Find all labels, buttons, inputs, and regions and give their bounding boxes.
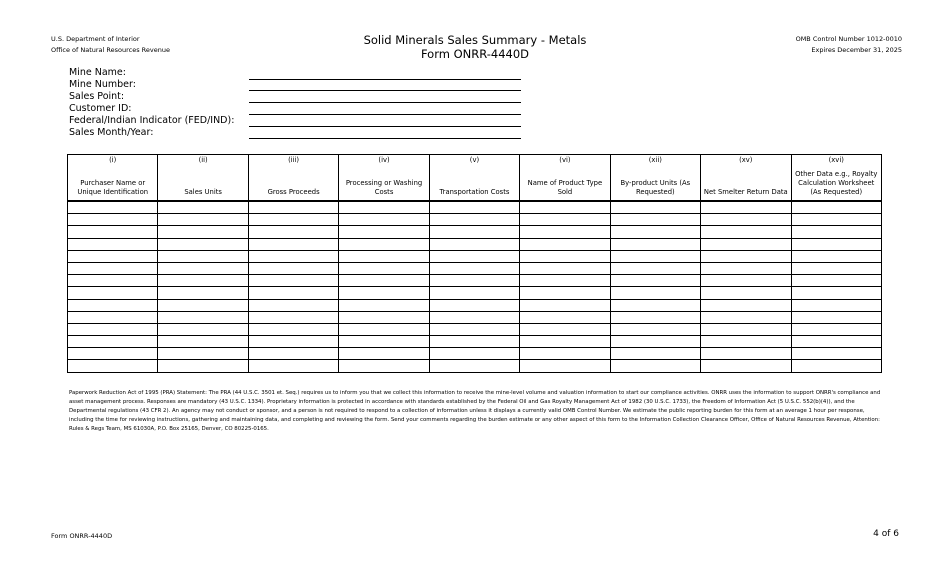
table-cell[interactable] [520, 250, 610, 262]
table-cell[interactable] [429, 287, 519, 299]
column-header [429, 155, 519, 202]
table-cell[interactable] [248, 238, 338, 250]
field-label: Sales Month/Year: [69, 127, 154, 138]
table-cell[interactable] [429, 311, 519, 323]
field-sales-point [69, 91, 521, 103]
table-cell[interactable] [429, 238, 519, 250]
table-cell[interactable] [520, 336, 610, 348]
table-cell[interactable] [68, 238, 158, 250]
field-label: Federal/Indian Indicator (FED/IND): [69, 115, 235, 126]
table-cell[interactable] [248, 214, 338, 226]
table-cell[interactable] [610, 238, 700, 250]
table-cell[interactable] [429, 250, 519, 262]
table-row [68, 287, 882, 299]
identification-fields [69, 67, 521, 139]
column-number: (v) [469, 156, 480, 164]
column-header [520, 155, 610, 202]
field-fed-ind-indicator [69, 115, 521, 127]
table-cell[interactable] [68, 336, 158, 348]
table-cell[interactable] [158, 360, 248, 372]
table-row [68, 323, 882, 335]
table-cell[interactable] [158, 299, 248, 311]
table-cell[interactable] [158, 238, 248, 250]
column-header [248, 155, 338, 202]
table-cell[interactable] [158, 336, 248, 348]
table-row [68, 336, 882, 348]
column-number: (ii) [198, 156, 208, 164]
table-cell[interactable] [520, 299, 610, 311]
table-cell[interactable] [520, 226, 610, 238]
table-cell[interactable] [610, 262, 700, 274]
table-cell[interactable] [610, 360, 700, 372]
table-row [68, 262, 882, 274]
table-cell[interactable] [339, 250, 429, 262]
table-cell[interactable] [339, 226, 429, 238]
table-cell[interactable] [610, 275, 700, 287]
table-cell[interactable] [610, 323, 700, 335]
column-header [158, 155, 248, 202]
table-cell[interactable] [248, 262, 338, 274]
agency-block [51, 34, 170, 56]
table-cell[interactable] [791, 275, 882, 287]
table-row [68, 238, 882, 250]
table-cell[interactable] [429, 360, 519, 372]
table-cell[interactable] [520, 275, 610, 287]
table-row [68, 299, 882, 311]
table-cell[interactable] [158, 250, 248, 262]
table-cell[interactable] [610, 348, 700, 360]
field-label: Customer ID: [69, 103, 132, 114]
table-cell[interactable] [701, 311, 791, 323]
table-cell[interactable] [610, 226, 700, 238]
field-mine-name [69, 67, 521, 79]
column-number: (iv) [378, 156, 390, 164]
table-cell[interactable] [248, 311, 338, 323]
column-title: By-product Units (As Requested) [620, 179, 691, 196]
table-cell[interactable] [791, 214, 882, 226]
table-cell[interactable] [429, 201, 519, 214]
table-cell[interactable] [248, 201, 338, 214]
table-cell[interactable] [791, 201, 882, 214]
table-cell[interactable] [248, 275, 338, 287]
table-cell[interactable] [68, 250, 158, 262]
table-cell[interactable] [791, 360, 882, 372]
form-title-block [300, 33, 650, 61]
table-cell[interactable] [701, 323, 791, 335]
table-cell[interactable] [701, 336, 791, 348]
table-cell[interactable] [339, 323, 429, 335]
column-header [701, 155, 791, 202]
table-cell[interactable] [701, 299, 791, 311]
table-cell[interactable] [610, 287, 700, 299]
table-cell[interactable] [158, 275, 248, 287]
table-cell[interactable] [248, 226, 338, 238]
column-title: Gross Proceeds [267, 188, 320, 196]
table-cell[interactable] [68, 262, 158, 274]
table-body [68, 201, 882, 372]
table-cell[interactable] [339, 336, 429, 348]
table-cell[interactable] [339, 348, 429, 360]
table-cell[interactable] [791, 299, 882, 311]
table-cell[interactable] [429, 226, 519, 238]
table-cell[interactable] [701, 262, 791, 274]
table-cell[interactable] [339, 311, 429, 323]
omb-block [796, 34, 902, 56]
table-cell[interactable] [791, 287, 882, 299]
table-row [68, 250, 882, 262]
table-cell[interactable] [68, 299, 158, 311]
table-cell[interactable] [791, 348, 882, 360]
table-cell[interactable] [429, 275, 519, 287]
table-cell[interactable] [339, 299, 429, 311]
office-name: Office of Natural Resources Revenue [51, 46, 170, 54]
table-cell[interactable] [158, 311, 248, 323]
table-cell[interactable] [68, 311, 158, 323]
table-cell[interactable] [429, 348, 519, 360]
field-label: Sales Point: [69, 91, 125, 102]
table-cell[interactable] [158, 262, 248, 274]
column-header [791, 155, 882, 202]
table-row [68, 360, 882, 372]
omb-control-number: OMB Control Number 1012-0010 [795, 35, 902, 43]
mine-number-input[interactable] [249, 79, 521, 91]
column-title: Name of Product Type Sold [527, 179, 603, 196]
column-number: (vi) [559, 156, 571, 164]
table-cell[interactable] [158, 323, 248, 335]
table-cell[interactable] [248, 360, 338, 372]
table-cell[interactable] [68, 275, 158, 287]
table-cell[interactable] [158, 226, 248, 238]
field-customer-id [69, 103, 521, 115]
table-cell[interactable] [701, 275, 791, 287]
table-cell[interactable] [68, 287, 158, 299]
table-cell[interactable] [610, 311, 700, 323]
table-cell[interactable] [610, 250, 700, 262]
table-cell[interactable] [520, 287, 610, 299]
table-cell[interactable] [68, 348, 158, 360]
table-cell[interactable] [791, 250, 882, 262]
table-cell[interactable] [68, 214, 158, 226]
table-cell[interactable] [248, 299, 338, 311]
table-cell[interactable] [248, 348, 338, 360]
column-header [610, 155, 700, 202]
table-row [68, 348, 882, 360]
table-header-row [68, 155, 882, 202]
paperwork-reduction-statement: Paperwork Reduction Act of 1995 (PRA) Statement: The PRA (44 U.S.C. 3501 et. Seq.) requires us to inform you that we collect this information to receive the mine-level volume and valuation information to start our compliance activities. ONRR uses the information to support ONRR's compliance and asset management process. Responses are mandatory (43 U.S.C. 1334). Proprietary information is protected in accordance with standards established by the Federal Oil and Gas Royalty Management Act of 1982 (30 U.S.C. 1733), the Freedom of Information Act (5 U.S.C. 552(b)(4)), and the Departmental regulations (43 CFR 2). An agency may not conduct or sponsor, and a person is not required to respond to a collection of information unless it displays a currently valid OMB Control Number. We estimate the public reporting burden for this form at an average 1 hour per response, including the time for reviewing instructions, gathering and maintaining data, and completing and reviewing the form. Send your comments regarding the burden estimate or any other aspect of this form to the Information Collection Clearance Officer, Office of Natural Resources Revenue, Attention: Rules & Regs Team, MS 61030A, P.O. Box 25165, Denver, CO 80225-0165. [69, 390, 881, 432]
page-number: 4 of 6 [873, 529, 899, 539]
table-cell[interactable] [68, 360, 158, 372]
table-cell[interactable] [158, 214, 248, 226]
table-cell[interactable] [68, 226, 158, 238]
table-row [68, 201, 882, 214]
form-title: Solid Minerals Sales Summary - Metals [363, 33, 587, 47]
table-cell[interactable] [429, 336, 519, 348]
table-cell[interactable] [248, 250, 338, 262]
table-cell[interactable] [701, 226, 791, 238]
column-number: (xvi) [828, 156, 844, 164]
table-cell[interactable] [791, 323, 882, 335]
table-cell[interactable] [701, 201, 791, 214]
table-cell[interactable] [610, 214, 700, 226]
table-cell[interactable] [339, 238, 429, 250]
table-cell[interactable] [610, 299, 700, 311]
table-cell[interactable] [248, 323, 338, 335]
table-cell[interactable] [520, 214, 610, 226]
table-cell[interactable] [520, 238, 610, 250]
column-header [68, 155, 158, 202]
agency-name: U.S. Department of Interior [51, 35, 140, 43]
table-cell[interactable] [791, 262, 882, 274]
table-row [68, 214, 882, 226]
table-cell[interactable] [791, 238, 882, 250]
table-cell[interactable] [791, 226, 882, 238]
table-cell[interactable] [701, 250, 791, 262]
column-number: (iii) [288, 156, 300, 164]
fed-ind-indicator-input[interactable] [249, 115, 521, 127]
table-cell[interactable] [701, 348, 791, 360]
column-title: Sales Units [184, 188, 222, 196]
sales-month-year-input[interactable] [249, 127, 521, 139]
table-cell[interactable] [429, 262, 519, 274]
column-number: (xii) [648, 156, 662, 164]
table-cell[interactable] [248, 287, 338, 299]
field-label: Mine Number: [69, 79, 136, 90]
table-cell[interactable] [520, 323, 610, 335]
table-cell[interactable] [339, 287, 429, 299]
column-number: (xv) [739, 156, 753, 164]
table-cell[interactable] [339, 275, 429, 287]
table-cell[interactable] [520, 360, 610, 372]
table-cell[interactable] [339, 262, 429, 274]
field-label: Mine Name: [69, 67, 126, 78]
table-cell[interactable] [520, 262, 610, 274]
sales-point-input[interactable] [249, 91, 521, 103]
table-row [68, 275, 882, 287]
table-cell[interactable] [701, 214, 791, 226]
table-row [68, 226, 882, 238]
table-cell[interactable] [339, 360, 429, 372]
form-number: Form ONRR-4440D [420, 47, 530, 61]
table-cell[interactable] [68, 201, 158, 214]
column-title: Transportation Costs [439, 188, 510, 196]
table-cell[interactable] [701, 238, 791, 250]
table-cell[interactable] [701, 360, 791, 372]
column-title: Net Smelter Return Data [703, 188, 788, 196]
table-cell[interactable] [158, 348, 248, 360]
table-cell[interactable] [520, 311, 610, 323]
column-header [339, 155, 429, 202]
table-cell[interactable] [248, 336, 338, 348]
table-cell[interactable] [610, 201, 700, 214]
table-cell[interactable] [791, 311, 882, 323]
expiration-date: Expires December 31, 2025 [811, 46, 902, 54]
customer-id-input[interactable] [249, 103, 521, 115]
table-cell[interactable] [339, 201, 429, 214]
table-cell[interactable] [429, 214, 519, 226]
table-cell[interactable] [701, 287, 791, 299]
column-title: Other Data e.g., Royalty Calculation Worksheet (As Requested) [795, 170, 878, 196]
table-cell[interactable] [520, 201, 610, 214]
footer-form-id: Form ONRR-4440D [51, 532, 113, 540]
table-cell[interactable] [68, 323, 158, 335]
table-cell[interactable] [610, 336, 700, 348]
field-mine-number [69, 79, 521, 91]
table-row [68, 311, 882, 323]
table-cell[interactable] [520, 348, 610, 360]
column-title: Purchaser Name or Unique Identification [77, 179, 149, 196]
table-cell[interactable] [791, 336, 882, 348]
table-cell[interactable] [158, 201, 248, 214]
table-cell[interactable] [429, 299, 519, 311]
table-cell[interactable] [429, 323, 519, 335]
column-title: Processing or Washing Costs [345, 179, 423, 196]
table-cell[interactable] [339, 214, 429, 226]
sales-summary-table [67, 154, 882, 373]
column-number: (i) [109, 156, 117, 164]
table-cell[interactable] [158, 287, 248, 299]
field-sales-month-year [69, 127, 521, 139]
